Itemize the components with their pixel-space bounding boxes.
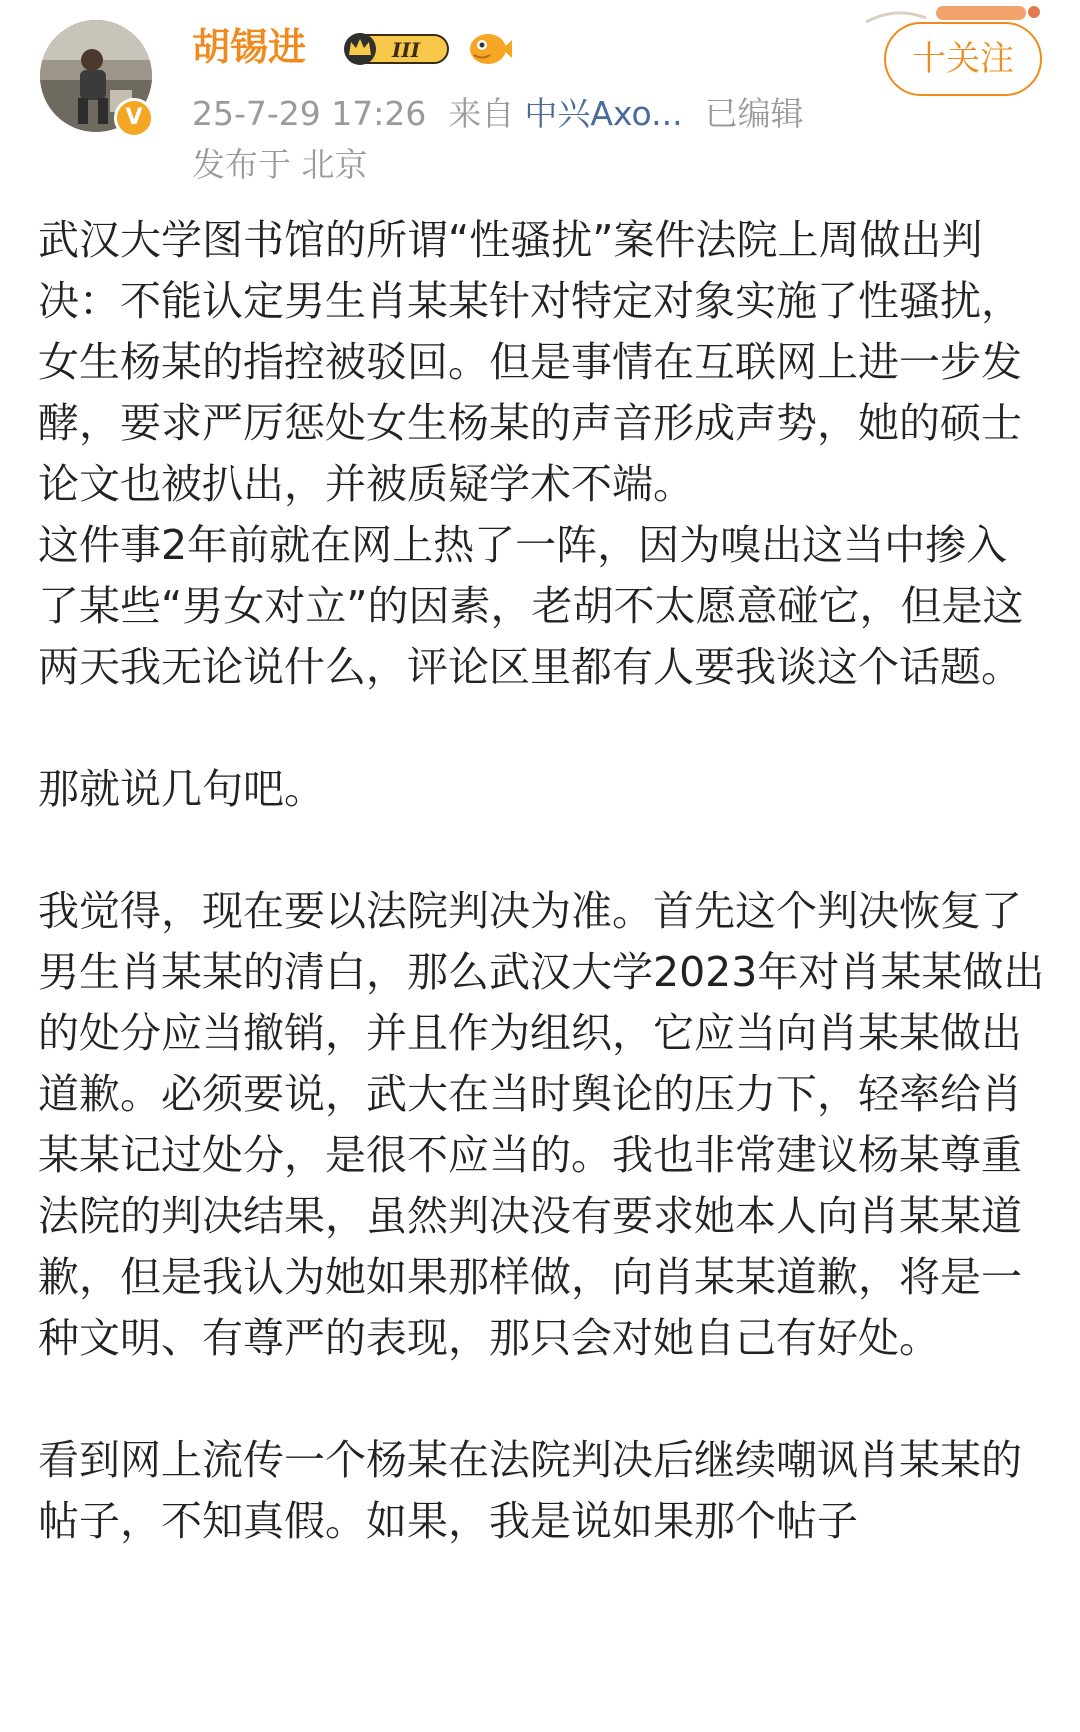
verified-v-icon: V (114, 98, 154, 138)
edited-label[interactable]: 已编辑 (704, 94, 804, 133)
post-content (38, 210, 1048, 1552)
post-paragraph: 看到网上流传一个杨某在法院判决后继续嘲讽肖某某的帖子，不知真假。如果，我是说如果那个帖子 (38, 1436, 1022, 1545)
post-header (0, 0, 1080, 190)
post-paragraph: 那就说几句吧。 (38, 765, 325, 813)
source-device-link[interactable]: 中兴Axo... (524, 94, 683, 133)
source-prefix: 来自 (448, 94, 515, 133)
post-paragraph: 我觉得，现在要以法院判决为准。首先这个判决恢复了男生肖某某的清白，那么武汉大学2023年对肖某某做出的处分应当撤销，并且作为组织，它应当向肖某某做出道歉。必须要说，武大在当时舆论的压力下，轻率给肖某某记过处分，是很不应当的。我也非常建议杨某尊重法院的判决结果，虽然判决没有要求她本人向肖某某道歉，但是我认为她如果那样做，向肖某某道歉，将是一种文明、有尊严的表现，那只会对她自己有好处。 (38, 887, 1045, 1362)
post-timestamp: 25-7-29 17:26 (192, 94, 427, 133)
username[interactable]: 胡锡进 (192, 25, 307, 69)
fish-fan-badge-icon[interactable] (466, 28, 512, 70)
follow-button[interactable]: 十关注 (884, 22, 1042, 96)
crown-vip-badge-icon[interactable] (340, 31, 452, 67)
post-paragraph: 这件事2年前就在网上热了一阵，因为嗅出这当中掺入了某些“男女对立”的因素，老胡不太愿意碰它，但是这两天我无论说什么，评论区里都有人要我谈这个话题。 (38, 521, 1024, 691)
paragraph-gap (38, 1369, 1048, 1430)
paragraph-gap (38, 820, 1048, 881)
post-paragraph: 武汉大学图书馆的所谓“性骚扰”案件法院上周做出判决：不能认定男生肖某某针对特定对象实施了性骚扰，女生杨某的指控被驳回。但是事情在互联网上进一步发酵，要求严厉惩处女生杨某的声音形成声势，她的硕士论文也被扒出，并被质疑学术不端。 (38, 216, 1022, 508)
paragraph-gap (38, 698, 1048, 759)
vip-level-text: III (391, 38, 421, 62)
post-meta (192, 92, 826, 136)
post-location: 发布于 北京 (192, 145, 368, 184)
